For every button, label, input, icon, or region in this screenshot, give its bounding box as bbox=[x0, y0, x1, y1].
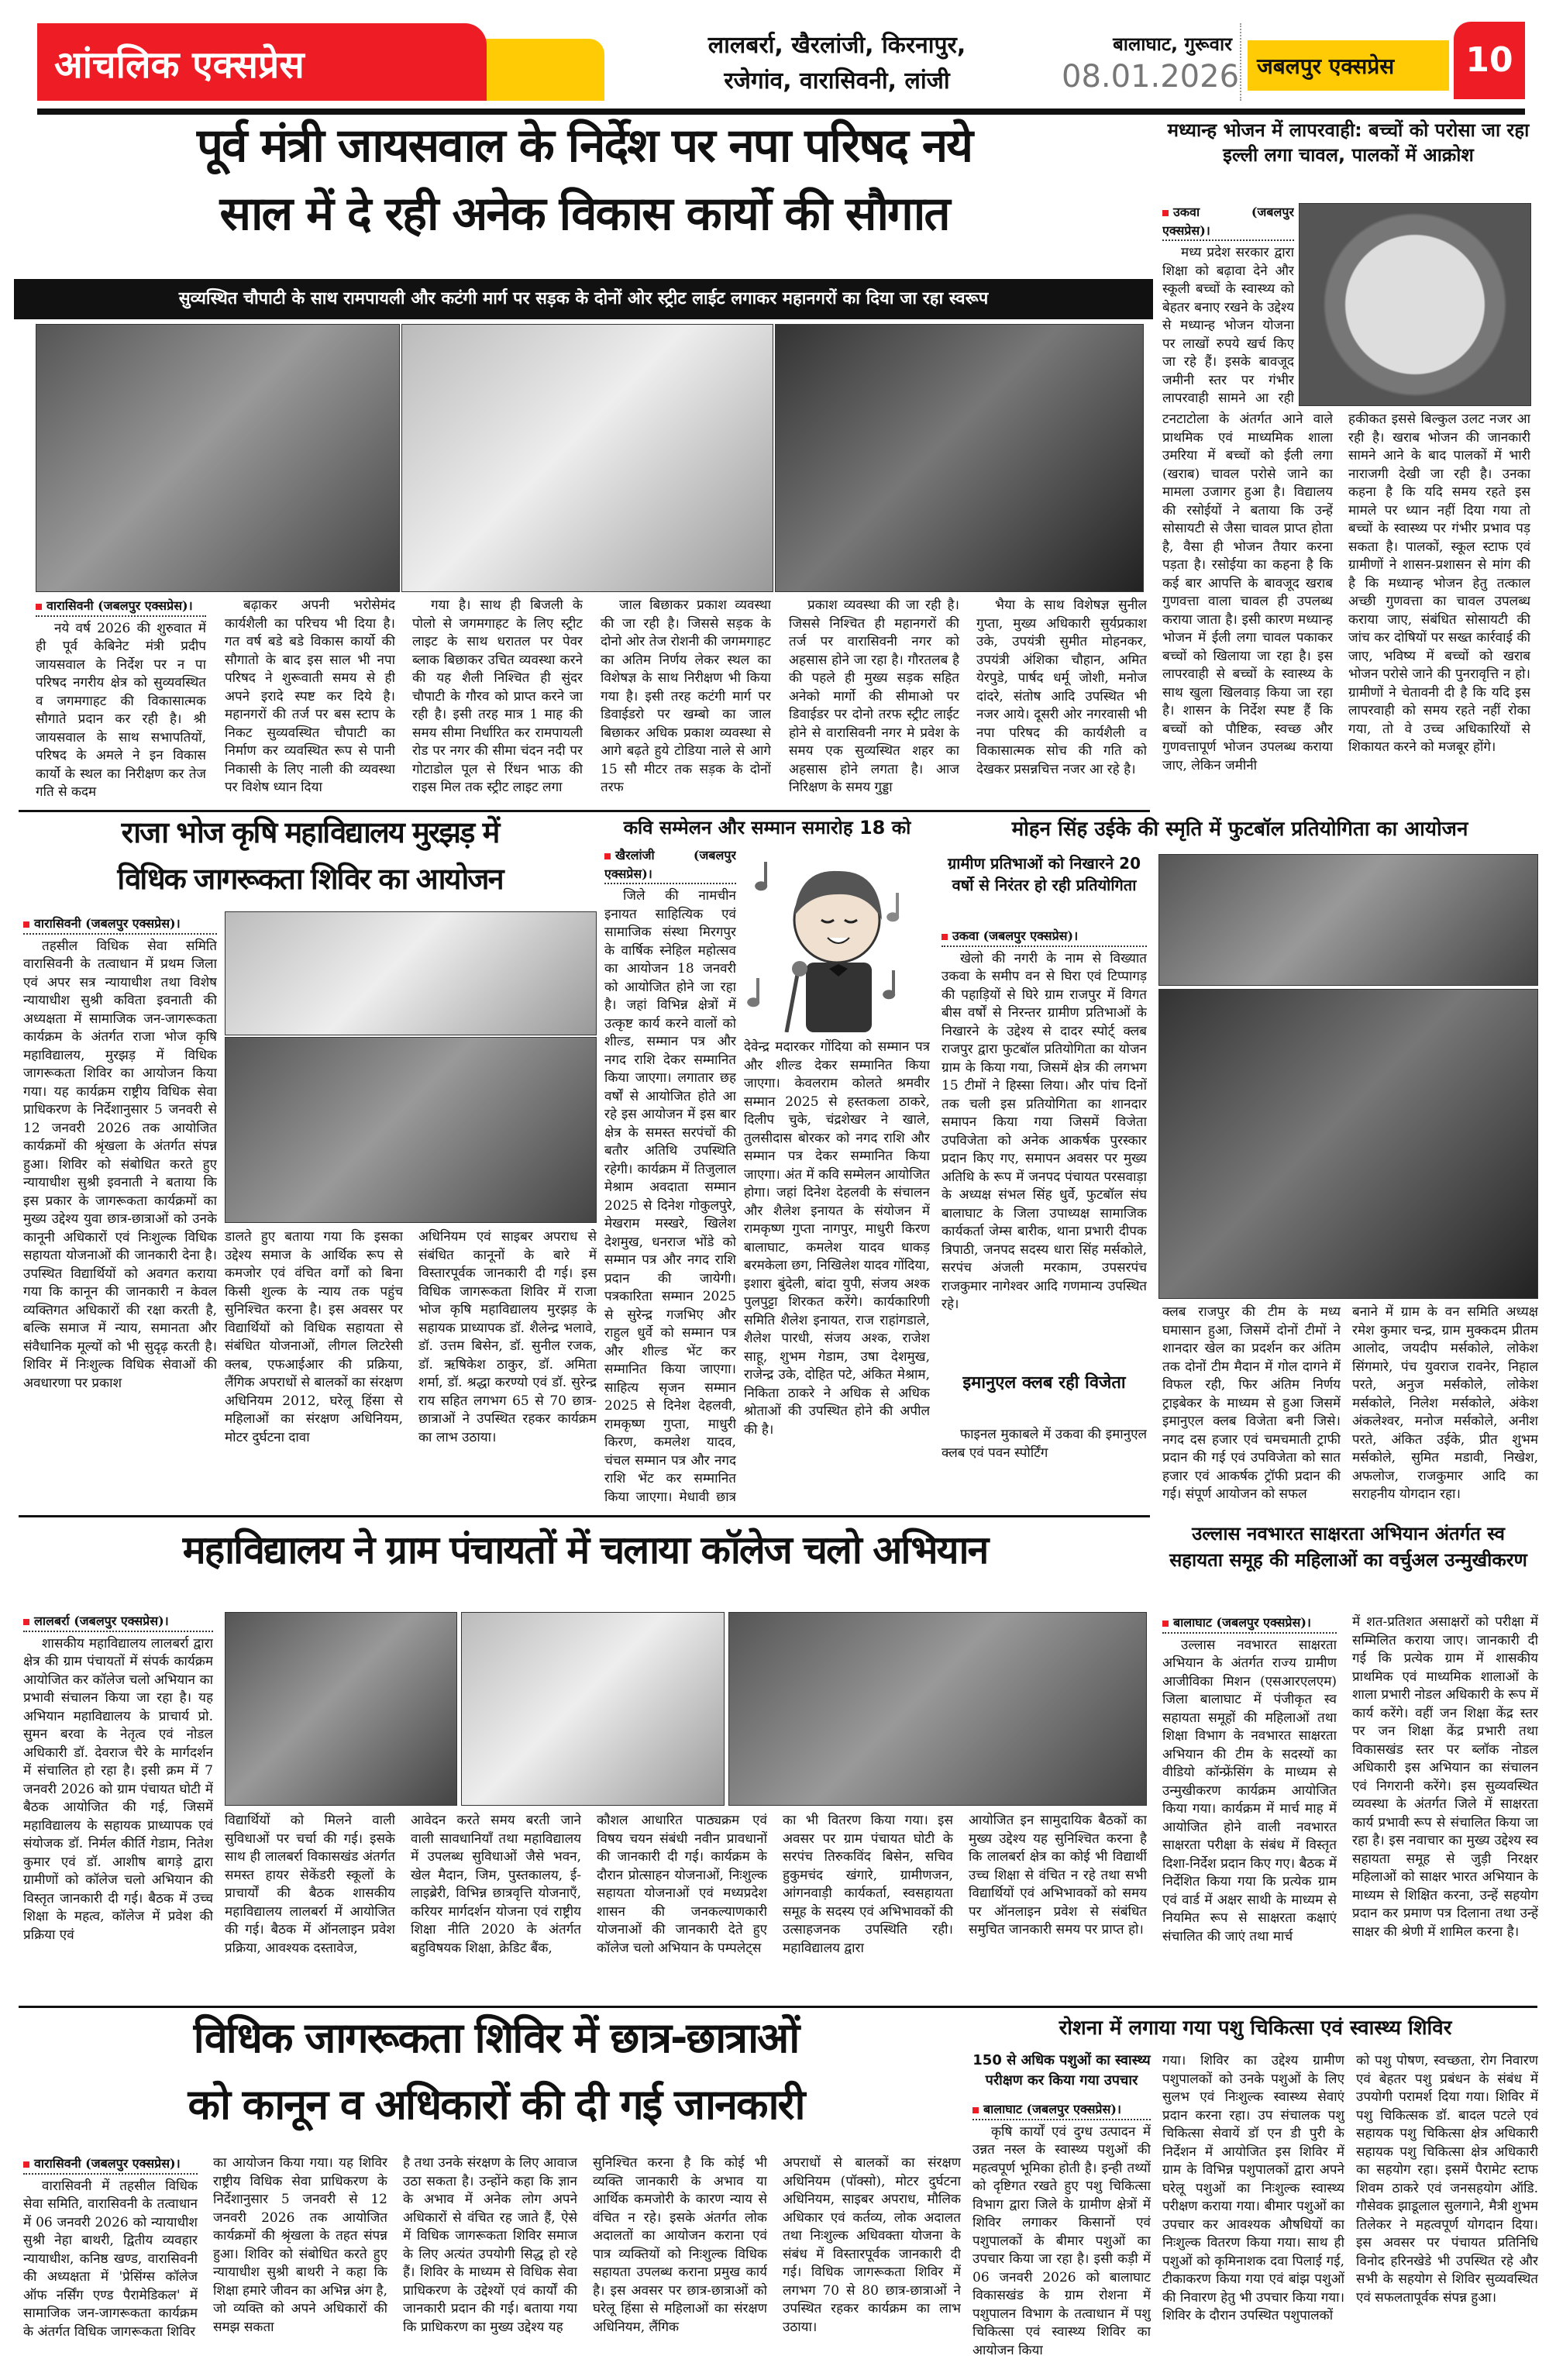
legal-text: वारासिवनी में तहसील विधिक सेवा समिति, वारासिवनी के तत्वाधान में 06 जनवरी 2026 को न्यायाधीश सुश्री नेहा बाथरी, द्वितीय व्यवहार न्यायाधीश, कनिष्ठ खण्ड, वारासिवनी की अध्यक्षता में 'प्रेसिंग्स कॉलेज ऑफ नर्सिंग एण्ड पैरामेडिकल' में सामाजिक जन-जागरूकता कार्यक्रम के अंतर्गत विधिक जागरूकता शिविर bbox=[23, 2178, 198, 2340]
lead-dateline: वारासिवनी (जबलपुर एक्सप्रेस)। bbox=[36, 597, 206, 617]
literacy-dateline: बालाघाट (जबलपुर एक्सप्रेस)। bbox=[1162, 1614, 1337, 1634]
literacy-text: में शत-प्रतिशत असाक्षरों को परीक्षा में सम्मिलित कराया जाए। जानकारी दी गई कि प्रत्येक ग्राम में शासकीय प्राथमिक एवं माध्यमिक शालाओं के शाला प्रभारी नोडल अधिकारी के रूप में कार्य करेंगे। वहीं जन शिक्षा केंद्र स्तर पर जन शिक्षा केंद्र प्रभारी तथा विकासखंड स्तर पर ब्लॉक नोडल अधिकारी इस अभियान का संचालन एवं निगरानी करेंगे। इस सुव्यवस्थित व्यवस्था के अंतर्गत जिले में साक्षरता कार्य प्रभावी रूप से संचालित किया जा रहा है। इस नवाचार का मुख्य उद्देश्य स्व सहायता समूह से जुड़ी निरक्षर महिलाओं को साक्षर भारत अभियान के माध्यम से शिक्षित करना, उन्हें सहयोग प्रदान कर प्रमाण पत्र दिलाना तथा उन्हें साक्षर की श्रेणी में शामिल करना है। bbox=[1352, 1614, 1538, 1940]
rajabhoj-dateline: वारासिवनी (जबलपुर एक्सप्रेस)। bbox=[23, 914, 217, 935]
rajabhoj-photo-1 bbox=[225, 911, 597, 1035]
masthead-rule bbox=[37, 108, 1525, 115]
college-text: शासकीय महाविद्यालय लालबर्रा द्वारा क्षेत्र की ग्राम पंचायतों में संपर्क कार्यक्रम आयोजित कर कॉलेज चलो अभियान का प्रभावी संचालन किया जा रहा है। यह अभियान महाविद्यालय के प्राचार्य प्रो. सुमन बरवा के नेतृत्व एवं नोडल अधिकारी डॉ. देवराज चैरे के मार्गदर्शन में संचालित हो रहा है। इसी क्रम में 7 जनवरी 2026 को ग्राम पंचायत घोटी में बैठक आयोजित की गई, जिसमें महाविद्यालय के सहायक प्राध्यापक एवं संयोजक डॉ. निर्मल कीर्ति गेडाम, नितेश कुमार एवं डॉ. आशीष बागड़े द्वारा ग्रामीणों को कॉलेज चलो अभियान की विस्तृत जानकारी दी गई। बैठक में उच्च शिक्षा के महत्व, कॉलेज में प्रवेश की प्रक्रिया एवं bbox=[23, 1635, 213, 1943]
edition-places bbox=[620, 28, 1054, 99]
rajabhoj-col-2 bbox=[225, 1228, 403, 1507]
legal-col-4 bbox=[593, 2154, 767, 2375]
football-photo-1 bbox=[1158, 854, 1538, 986]
lead-photo-2 bbox=[401, 324, 773, 592]
cattle-col-3 bbox=[1356, 2052, 1538, 2375]
legal-col-2 bbox=[213, 2154, 387, 2375]
section-divider bbox=[19, 1515, 1150, 1517]
lead-text: नये वर्ष 2026 की शुरुवात में ही पूर्व केबिनेट मंत्री प्रदीप जायसवाल के निर्देश पर न पा परिषद नगरीय क्षेत्र को सुव्यवस्थित व जगमगाहट की विकासात्मक सौगाते प्रदान कर रही है। श्री जायसवाल के साथ सभापतियों, परिषद के अमले ने इन विकास कार्यो के स्थल का निरीक्षण कर तेज गति से कदम bbox=[36, 620, 206, 800]
literacy-col-2 bbox=[1352, 1614, 1538, 1999]
football-text: बनाने में ग्राम के वन समिति अध्यक्ष रमेश कुमार चन्द्र, ग्राम मुक्कदम प्रीतम आलोद, जयदीप मर्सकोले, लोकेश सिंगमारे, पंच युवराज रावनेर, निहाल परते, अनुज मर्सकोले, लोकेश मर्सकोले, निलेश मर्सकोले, अंकेश अंकलेश्वर, मनोज मर्सकोले, अनीश परते, अंकित उईके, प्रीत शुभम मर्सकोले, सुमित मडावी, निखेश, अफलोज, राजकुमार आदि का सराहनीय योगदान रहा। bbox=[1352, 1304, 1538, 1502]
college-col-4 bbox=[597, 1812, 767, 1998]
college-photo-3 bbox=[728, 1612, 1147, 1806]
kavi-text: जिले की नामचीन इनायत साहित्यिक एवं सामाजिक संस्था मिरगपुर के वार्षिक स्नेहिल महोत्सव का आयोजन 18 जनवरी को आयोजित होने जा रहा है। जहां विभिन्न क्षेत्रों में उत्कृष्ट कार्य करने वालों को शील्ड, सम्मान पत्र और नगद राशि देकर सम्मानित किया जाएगा। लगातार छह वर्षों से आयोजित होते आ रहे इस आयोजन में इस बार क्षेत्र के समस्त सरपंचों की बतौर अतिथि उपस्थिति रहेगी। कार्यक्रम में तिजुलाल मेश्राम अवदाता सम्मान 2025 से दिनेश गोकुलपुरे, मेखराम मस्खरे, खिलेश देशमुख, धनराज भोंडे को सम्मान पत्र और नगद राशि प्रदान की जायेगी। पत्रकारिता सम्मान 2025 से सुरेन्द्र गजभिए और राहुल धुर्वे को सम्मान पत्र और शील्ड भेंट कर सम्मानित किया जाएगा। साहित्य सृजन सम्मान 2025 से दिनेश देहलवी, रामकृष्ण गुप्ता, माधुरी किरण, कमलेश यादव, चंचल सम्मान पत्र और नगद राशि भेंट कर सम्मानित किया जाएगा। मेधावी छात्र bbox=[604, 888, 736, 1505]
lead-col-1 bbox=[36, 597, 206, 806]
literacy-text: उल्लास नवभारत साक्षरता अभियान के अंतर्गत राज्य ग्रामीण आजीविका मिशन (एसआरएलएम) जिला बालाघाट में पंजीकृत स्व सहायता समूहों की महिलाओं तथा शिक्षा विभाग के नवभारत साक्षरता अभियान की टीम के सदस्यों का वीडियो कॉन्फ्रेंसिंग के माध्यम से उन्मुखीकरण कार्यक्रम आयोजित किया गया। कार्यक्रम में मार्च माह में आयोजित होने वाली नवभारत साक्षरता परीक्षा के संबंध में विस्तृत दिशा-निर्देश प्रदान किए गए। बैठक में निर्देशित किया गया कि प्रत्येक ग्राम एवं वार्ड में अक्षर साथी के माध्यम से नियमित रूप से साक्षरता कक्षाएं संचालित की जाएं तथा मार्च bbox=[1162, 1637, 1337, 1944]
rajabhoj-col-3 bbox=[418, 1228, 597, 1507]
college-col-3 bbox=[411, 1812, 581, 1998]
football-text: खेलो की नगरी के नाम से विख्यात उकवा के समीप वन से घिरा एवं टिप्पागड़ की पहाड़ियों से घिरे ग्राम राजपुर में विगत बीस वर्षों से निरन्तर ग्रामीण प्रतिभाओं के निखारने के उद्देश्य से दादर स्पोर्ट् क्लब राजपुर द्वारा फुटबॉल प्रतियोगिता का योजन ग्राम के किया गया, जिसमें क्षेत्र की लगभग 15 टीमों ने हिस्सा लिया। और पांच दिनों तक चली इस प्रतियोगिता का शानदार समापन किया गया जिसमें विजेता उपविजेता को अनेक आकर्षक पुरस्कार प्रदान किए गए, समापन अवसर पर मुख्य अतिथि के रूप में जनपद पंचायत परसवाड़ा के अध्यक्ष संभल सिंह धुर्वे, फुटबॉल संघ बालाघाट के जिला उपाध्यक्ष सामाजिक कार्यकर्ता जेम्स बारीक, थाना प्रभारी दीपक त्रिपाठी, जनपद सदस्य धारा सिंह मर्सकोले, सरपंच अंजली मरकाम, उपसरपंच राजकुमार नागेश्वर आदि गणमान्य उपस्थित रहे। bbox=[942, 950, 1147, 1312]
places-line-2: रजेगांव, वारासिवनी, लांजी bbox=[724, 67, 950, 95]
cattle-text: गया। शिविर का उद्देश्य ग्रामीण पशुपालकों को उनके पशुओं के लिए सुलभ एवं निःशुल्क स्वास्थ्य सेवाएं प्रदान करना रहा। उप संचालक पशु चिकित्सा सेवायें डॉ एन डी पुरी के निर्देशन में आयोजित इस शिविर में ग्राम के विभिन्न पशुपालकों द्वारा अपने घरेलू पशुओं का निःशुल्क स्वास्थ्य परीक्षण कराया गया। बीमार पशुओं का उपचार कर आवश्यक औषधियों का निःशुल्क वितरण किया गया। साथ ही पशुओं को कृमिनाशक दवा पिलाई गई, टीकाकरण किया गया एवं बांझ पशुओं की निवारण हेतु भी उपचार किया गया। शिविर के दौरान उपस्थित पशुपालकों bbox=[1162, 2053, 1344, 2323]
singer-illustration bbox=[744, 846, 930, 1032]
college-text: आयोजित इन सामुदायिक बैठकों का मुख्य उद्देश्य यह सुनिश्चित करना है कि लालबर्रा क्षेत्र का कोई भी विद्यार्थी उच्च शिक्षा से वंचित न रहे तथा सभी विद्यार्थियों एवं अभिभावकों को समय पर ऑनलाइन प्रवेश से संबंधित समुचित जानकारी समय पर प्राप्त हो। bbox=[969, 1813, 1147, 1937]
masthead-divider bbox=[1240, 23, 1241, 101]
lead-headline-1: पूर्व मंत्री जायसवाल के निर्देश पर नपा परिषद नये bbox=[196, 119, 972, 173]
lead-text: प्रकाश व्यवस्था की जा रही है। जिससे निश्चित ही महानगरों की तर्ज पर वारासिवनी नगर को अहसास होने जा रहा है। गौरतलब है की पहले ही मुख्य सड़क सहित अनेको मार्गो की सीमाओ पर डिवाईडर पर दोनो तरफ स्ट्रीट लाईट होने से वारासिवनी नगर मे प्रवेश के समय एक सुव्यस्थित शहर का अहसास होने लगता है। आज निरिक्षण के समय गुड्डा bbox=[789, 598, 959, 795]
college-col-2 bbox=[225, 1812, 395, 1998]
rice-bowl-photo bbox=[1299, 203, 1531, 406]
legal-col-1 bbox=[23, 2154, 198, 2375]
cattle-headline: रोशना में लगाया गया पशु चिकित्सा एवं स्वास्थ्य शिविर bbox=[1059, 2017, 1452, 2040]
section-divider bbox=[19, 2006, 1537, 2008]
college-col-1 bbox=[23, 1612, 213, 1999]
football-photo-2 bbox=[1158, 989, 1538, 1299]
college-text: विद्यार्थियों को मिलने वाली सुविधाओं पर चर्चा की गई। इसके साथ ही लालबर्रा विकासखंड अंतर्गत समस्त हायर सेकेंडरी स्कूलों के प्राचार्यों की बैठक शासकीय महाविद्यालय लालबर्रा में आयोजित की गई। बैठक में ऑनलाइन प्रवेश प्रक्रिया, आवश्यक दस्तावेज, bbox=[225, 1813, 395, 1956]
midday-dateline: उकवा (जबलपुर एक्सप्रेस)। bbox=[1162, 203, 1294, 241]
singer-icon bbox=[744, 846, 930, 1032]
lead-col-3 bbox=[412, 597, 583, 806]
literacy-col-1 bbox=[1162, 1614, 1337, 1999]
college-text: कौशल आधारित पाठ्यक्रम एवं विषय चयन संबंधी नवीन प्रावधानों की जानकारी दी गई। कार्यक्रम के दौरान प्रोत्साहन योजनाओं, निःशुल्क सहायता योजनाओं एवं मध्यप्रदेश शासन की जनकल्याणकारी योजनाओं की जानकारी देते हुए कॉलेज चलो अभियान के पम्पलेट्स bbox=[597, 1813, 767, 1956]
midday-text: हकीकत इससे बिल्कुल उलट नजर आ रही है। खराब भोजन की जानकारी सामने आने के बाद पालकों में भारी नाराजगी देखी जा रही है। उनका कहना है कि यदि समय रहते इस मामले पर ध्यान नहीं दिया गया तो बच्चों के स्वास्थ्य पर गंभीर प्रभाव पड़ सकता है। पालकों, स्कूल स्टाफ एवं ग्रामीणों ने शासन-प्रशासन से मांग की है कि मध्यान्ह भोजन हेतु तत्काल अच्छी गुणवत्ता का चावल उपलब्ध कराया जाए, संबंधित सोसायटी की जांच कर दोषियों पर सख्त कार्रवाई की जाए, भविष्य में बच्चों को खराब भोजन परोसे जाने की पुनरावृत्ति न हो। ग्रामीणों ने चेतावनी दी है कि यदि इस लापरवाही को समय रहते नहीं रोका गया, तो वे उच्च अधिकारियों से शिकायत करने को मजबूर होंगे। bbox=[1348, 412, 1530, 755]
college-col-5 bbox=[783, 1812, 953, 1998]
rajabhoj-text: तहसील विधिक सेवा समिति वारासिवनी के तत्वाधान में प्रथम जिला एवं अपर सत्र न्यायाधीश तथा विशेष न्यायाधीश सुश्री कविता इवनाती की अध्यक्षता में सामाजिक जन-जागरूकता कार्यक्रम के अंतर्गत राजा भोज कृषि महाविद्यालय, मुरझड़ में विधिक जागरूकता शिविर का आयोजन किया गया। यह कार्यक्रम राष्ट्रीय विधिक सेवा प्राधिकरण के निर्देशानुसार 5 जनवरी से 12 जनवरी 2026 तक आयोजित कार्यक्रमों की श्रृंखला के अंतर्गत संपन्न हुआ। शिविर को संबोधित करते हुए न्यायाधीश सुश्री इवनाती ने बताया कि इस प्रकार के जागरूकता कार्यक्रमों का मुख्य उद्देश्य युवा छात्र-छात्राओं को उनके कानूनी अधिकारों एवं निःशुल्क विधिक सहायता योजनाओं की जानकारी देना है। उपस्थित विद्यार्थियों को अवगत कराया गया कि कानून की जानकारी न केवल व्यक्तिगत अधिकारों की रक्षा करती है, बल्कि समाज में न्याय, समानता और संवैधानिक मूल्यों को भी सुदृढ़ करती है। शिविर में निःशुल्क विधिक सेवाओं की अवधारणा पर प्रकाश bbox=[23, 938, 217, 1391]
college-photo-1 bbox=[225, 1612, 457, 1806]
football-col-2 bbox=[1162, 1304, 1341, 1509]
football-box-head: इमानुएल क्लब रही विजेता bbox=[962, 1373, 1126, 1393]
legal-text: सुनिश्चित करना है कि कोई भी व्यक्ति जानकारी के अभाव या आर्थिक कमजोरी के कारण न्याय से वंचित न रहे। इसके अंतर्गत लोक अदालतों का आयोजन कराना एवं पात्र व्यक्तियों को निःशुल्क विधिक सहायता उपलब्ध कराना प्रमुख कार्य है। इस अवसर पर छात्र-छात्राओं को घरेलू हिंसा से महिलाओं का संरक्षण अधिनियम, लैंगिक bbox=[593, 2155, 767, 2335]
page-number: 10 bbox=[1454, 22, 1525, 99]
football-subhead: ग्रामीण प्रतिभाओं को निखारने 20 वर्षो से निरंतर हो रही प्रतियोगिता bbox=[947, 854, 1141, 894]
midday-intro bbox=[1162, 203, 1294, 406]
cattle-subhead: 150 से अधिक पशुओं का स्वास्थ्य परीक्षण कर किया गया उपचार bbox=[972, 2052, 1151, 2089]
kavi-dateline: खैरलांजी (जबलपुर एक्सप्रेस)। bbox=[604, 846, 736, 884]
football-col-1 bbox=[942, 927, 1147, 1365]
places-line-1: लालबर्रा, खैरलांजी, किरनापुर, bbox=[707, 32, 966, 59]
legal-dateline: वारासिवनी (जबलपुर एक्सप्रेस)। bbox=[23, 2154, 198, 2175]
kavi-text: देवेन्द्र मदारकर गोंदिया को सम्मान पत्र और शील्ड देकर सम्मानित किया जाएगा। केवलराम कोलते श्रमवीर सम्मान 2025 से हस्तकला ठाकरे, दिलीप चुके, चंद्रशेखर ने खाले, तुलसीदास बोरकर को नगद राशि और सम्मान पत्र देकर सम्मानित किया जाएगा। अंत में कवि सम्मेलन आयोजित होगा। जहां दिनेश देहलवी के संचालन और शैलेश इनायत के संयोजन में रामकृष्ण गुप्ता नागपुर, माधुरी किरण बालाघाट, कमलेश यादव धाकड़ बरमकेला छग, निखिलेश यादव गोंदिया, इशारा बुंदेली, बांदा युपी, संजय अश्क पुलपुट्टा शिरकत करेंगे। कार्यकारिणी समिति शैलेश इनायत, राज राहांगडाले, शैलेश पारधी, संजय अश्क, राजेश साहू, शुभम गेडाम, उषा देशमुख, राजेन्द्र उके, दोहित पटे, अंकित मेश्राम, निकिता ठाकरे ने अधिक से अधिक श्रोताओं की उपस्थित होने की अपील की है। bbox=[744, 1039, 930, 1438]
midday-text: टनटाटोला के अंतर्गत आने वाले प्राथमिक एवं माध्यमिक शाला उमरिया में बच्चों को ईली लगा (खराब) चावल परोसे जाने का मामला उजागर हुआ है। विद्यालय की रसोईयों ने बताया कि उन्हें सोसायटी से जैसा चावल प्राप्त होता है, वैसा ही भोजन तैयार करना पड़ता है। रसोईया का कहना है कि कई बार आपत्ति के बावजूद खराब गुणवत्ता वाला चावल ही उपलब्ध कराया जाता है। इसी कारण मध्यान्ह भोजन में ईली लगा चावल पकाकर बच्चों को खिलाया जा रहा है। इस लापरवाही से बच्चों के स्वास्थ्य के साथ खुला खिलवाड़ किया जा रहा है। शासन के निर्देश स्पष्ट हैं कि बच्चों को पौष्टिक, स्वच्छ और गुणवत्तापूर्ण भोजन उपलब्ध कराया जाए, लेकिन जमीनी bbox=[1162, 412, 1333, 773]
cattle-col-1 bbox=[972, 2100, 1151, 2375]
lead-text: भैया के साथ विशेषज्ञ सुनील गुप्ता, मुख्य अधिकारी सुर्यप्रकाश उके, उपयंत्री सुमीत मोहनकर, उपयंत्री अंशिका चौहान, अमित येरपुडे, पार्षद धर्मू जोशी, मनोज दांदरे, संतोष आदि उपस्थित भी नजर आये। दूसरी ओर नगरवासी भी नपा परिषद की कार्यशैली व विकासात्मक सोच की गति को देखकर प्रसन्नचित्त नजर आ रहे है। bbox=[976, 598, 1147, 777]
section-title: आंचलिक एक्सप्रेस bbox=[54, 43, 305, 87]
legal-text: है तथा उनके संरक्षण के लिए आवाज उठा सकता है। उन्होंने कहा कि ज्ञान के अभाव में अनेक लोग अपने अधिकारों से वंचित रह जाते हैं, ऐसे में विधिक जागरूकता शिविर समाज के लिए अत्यंत उपयोगी सिद्ध हो रहे हैं। शिविर के माध्यम से विधिक सेवा प्राधिकरण के उद्देश्यों एवं कार्यों की जानकारी प्रदान की गई। बताया गया कि प्राधिकरण का मुख्य उद्देश्य यह bbox=[403, 2155, 577, 2335]
literacy-headline: उल्लास नवभारत साक्षरता अभियान अंतर्गत स्व सहायता समूह की महिलाओं का वर्चुअल उन्मुखीकरण bbox=[1169, 1523, 1527, 1571]
college-dateline: लालबर्रा (जबलपुर एक्सप्रेस)। bbox=[23, 1612, 213, 1632]
lead-col-5 bbox=[789, 597, 959, 806]
kavi-headline: कवि सम्मेलन और सम्मान समारोह 18 को bbox=[623, 817, 911, 839]
football-col-1b bbox=[942, 1426, 1147, 1503]
issue-date: 08.01.2026 bbox=[1062, 59, 1240, 95]
legal-text: अपराधों से बालकों का संरक्षण अधिनियम (पॉक्सो), मोटर दुर्घटना अधिनियम, साइबर अपराध, मौलिक अधिकार एवं कर्तव्य, लोक अदालत तथा निःशुल्क अधिवक्ता योजना के संबंध में विस्तारपूर्वक जानकारी दी गई। विधिक जागरूकता शिविर में लगभग 70 से 80 छात्र-छात्राओं ने उपस्थित रहकर कार्यक्रम का लाभ उठाया। bbox=[783, 2155, 961, 2335]
cattle-dateline: बालाघाट (जबलपुर एक्सप्रेस)। bbox=[972, 2100, 1151, 2120]
football-dateline: उकवा (जबलपुर एक्सप्रेस)। bbox=[942, 927, 1147, 947]
college-text: का भी वितरण किया गया। इस अवसर पर ग्राम पंचायत घोटी के सरपंच तिरुकविंद बिसेन, सचिव हुकुमचंद खंगारे, ग्रामीणजन, आंगनवाड़ी कार्यकर्ता, स्वसहायता समूह के सदस्य एवं अभिभावकों की उत्साहजनक उपस्थिति रही। महाविद्यालय द्वारा bbox=[783, 1813, 953, 1956]
kavi-col-2 bbox=[744, 1038, 930, 1507]
lead-col-4 bbox=[601, 597, 771, 806]
midday-col-2 bbox=[1348, 411, 1530, 802]
midday-col-1 bbox=[1162, 411, 1333, 802]
cattle-text: कृषि कार्यों एवं दुग्ध उत्पादन में उन्नत नस्ल के स्वास्थ्य पशुओं की महत्वपूर्ण भूमिका होती है। इन्ही तथ्यों को दृष्टिगत रखते हुए पशु चिकित्सा विभाग द्वारा जिले के ग्रामीण क्षेत्रों में शिविर लगाकर किसानों एवं पशुपालकों के बीमार पशुओं का उपचार किया जा रहा है। इसी कड़ी में 06 जनवरी 2026 को बालाघाट विकासखंड के ग्राम रोशना में पशुपालन विभाग के तत्वाधान में पशु चिकित्सा एवं स्वास्थ्य शिविर का आयोजन किया bbox=[972, 2123, 1151, 2358]
football-col-3 bbox=[1352, 1304, 1538, 1509]
city-day: बालाघाट, गुरूवार bbox=[1113, 33, 1232, 55]
lead-text: गया है। साथ ही बिजली के पोलो से जगमगाहट के लिए स्ट्रीट लाइट के साथ धरातल पर पेवर ब्लाक बिछाकर उचित व्यवस्था करने की यह शैली निश्चित ही सुंदर चौपाटी के गौरव को प्राप्त करने जा रही है। इसी तरह मात्र 1 माह की समय सीमा निर्धारित कर रामपायली रोड पर नगर की सीमा चंदन नदी पर गोटाडोल पूल से रिंधन भाऊ की राइस मिल तक स्ट्रीट लाइट लगा bbox=[412, 598, 583, 795]
lead-photo-3 bbox=[775, 324, 1144, 592]
midday-text: मध्य प्रदेश सरकार द्वारा शिक्षा को बढ़ावा देने और स्कूली बच्चों के स्वास्थ्य को बेहतर बनाए रखने के उद्देश्य से मध्यान्ह भोजन योजना पर लाखों रुपये खर्च किए जा रहे हैं। इसके बावजूद जमीनी स्तर पर गंभीर लापरवाही सामने आ रही bbox=[1162, 245, 1294, 406]
lead-deck: सुव्यस्थित चौपाटी के साथ रामपायली और कटंगी मार्ग पर सड़क के दोनों ओर स्ट्रीट लाईट लगाकर महानगरों का दिया जा रहा स्वरूप bbox=[14, 279, 1153, 319]
rajabhoj-photo-2 bbox=[225, 1037, 597, 1223]
section-divider bbox=[19, 810, 1150, 812]
legal-col-5 bbox=[783, 2154, 961, 2375]
rajabhoj-headline-2: विधिक जागरूकता शिविर का आयोजन bbox=[117, 862, 503, 896]
legal-headline-1: विधिक जागरूकता शिविर में छात्र-छात्राओं bbox=[193, 2013, 799, 2062]
rajabhoj-col-1 bbox=[23, 914, 217, 1507]
rajabhoj-text: डालते हुए बताया गया कि इसका उद्देश्य समाज के आर्थिक रूप से कमजोर एवं वंचित वर्गों को बिना किसी शुल्क के न्याय तक पहुंच सुनिश्चित करना है। इस अवसर पर विद्यार्थियों को विधिक सहायता से संबंधित योजनाओं, लीगल लिटरेसी क्लब, एफआईआर की प्रक्रिया, लैंगिक अपराधों से बालकों का संरक्षण अधिनियम 2012, घरेलू हिंसा से महिलाओं का संरक्षण अधिनियम, मोटर दुर्घटना दावा bbox=[225, 1229, 403, 1445]
lead-col-6 bbox=[976, 597, 1147, 806]
cattle-col-2 bbox=[1162, 2052, 1344, 2375]
paper-name-box bbox=[1248, 40, 1449, 91]
lead-headline-2: साल में दे रही अनेक विकास कार्यो की सौगात bbox=[219, 187, 949, 241]
lead-col-2 bbox=[225, 597, 395, 806]
legal-text: का आयोजन किया गया। यह शिविर राष्ट्रीय विधिक सेवा प्राधिकरण के निर्देशानुसार 5 जनवरी से 12 जनवरी 2026 तक आयोजित कार्यक्रमों की श्रृंखला के तहत संपन्न हुआ। शिविर को संबोधित करते हुए न्यायाधीश सुश्री बाथरी ने कहा कि शिक्षा हमारे जीवन का अभिन्न अंग है, जो व्यक्ति को अपने अधिकारों की समझ सकता bbox=[213, 2155, 387, 2335]
lead-text: बढ़ाकर अपनी भरोसेमंद कार्यशैली का परिचय भी दिया है। गत वर्ष बडे बडे विकास कार्यो की सौगातो के बाद इस साल भी नपा परिषद ने शुरूवाती समय से ही अपने इरादे स्पष्ट कर दिये है। महानगरों की तर्ज पर बस स्टाप के निकट सुव्यवस्थित चौपाटी का निर्माण कर व्यवस्थित रूप से पानी निकासी के लिए नाली की व्यवस्था पर विशेष ध्यान दिया bbox=[225, 598, 395, 795]
legal-col-3 bbox=[403, 2154, 577, 2375]
football-text: क्लब राजपुर की टीम के मध्य घमासान हुआ, जिसमें दोनों टीमों ने शानदार खेल का प्रदर्शन कर अंतिम तक दोनों टीम मैदान में गोल दागने में विफल रही, फिर अंतिम निर्णय ट्राइबेकर के माध्यम से हुआ जिसमें इमानुएल क्लब विजेता बनी जिसे। नगद दस हजार एवं चमचमाती ट्राफी प्रदान की गई एवं उपविजेता को सात हजार एवं आकर्षक ट्रॉफी प्रदान की गई। संपूर्ण आयोजन को सफल bbox=[1162, 1304, 1341, 1502]
lead-photo-1 bbox=[36, 324, 400, 592]
cattle-text: को पशु पोषण, स्वच्छता, रोग निवारण एवं बेहतर पशु प्रबंधन के संबंध में उपयोगी परामर्श दिया गया। शिविर में पशु चिकित्सक डॉ. बादल पटले एवं सहायक पशु चिकित्सा क्षेत्र अधिकारी सहायक पशु चिकित्सा क्षेत्र अधिकारी का सहयोग रहा। इसमें पैरामेट स्टाफ शिवम ठाकरे एवं जनसहयोग ऑडि. गौसेवक झाडूलाल सुलगाने, मैत्री शुभम तिलेकर ने महत्वपूर्ण योगदान दिया। इस अवसर पर पंचायत प्रतिनिधि विनोद हरिनखेडे भी उपस्थित रहे और सभी के सहयोग से शिविर सुव्यवस्थित एवं सफलतापूर्वक संपन्न हुआ। bbox=[1356, 2053, 1538, 2306]
college-headline: महाविद्यालय ने ग्राम पंचायतों में चलाया कॉलेज चलो अभियान bbox=[182, 1528, 988, 1572]
legal-headline-2: को कानून व अधिकारों की दी गई जानकारी bbox=[188, 2080, 804, 2129]
college-photo-2 bbox=[461, 1612, 725, 1806]
college-col-6 bbox=[969, 1812, 1147, 1998]
rajabhoj-text: अधिनियम एवं साइबर अपराध से संबंधित कानूनों के बारे में विस्तारपूर्वक जानकारी दी गई। इस विधिक जागरूकता शिविर में राजा भोज कृषि महाविद्यालय मुरझड़ के सहायक प्राध्यापक डॉ. शैलेन्द्र भलावे, डॉ. उत्तम बिसेन, डॉ. सुनील रजक, डॉ. ऋषिकेश ठाकुर, डॉ. अमिता शर्मा, डॉ. श्रद्धा करण्यो एवं डॉ. सुरेन्द्र राय सहित लगभग 65 से 70 छात्र-छात्राओं ने उपस्थित रहकर कार्यक्रम का लाभ उठाया। bbox=[418, 1229, 597, 1445]
midday-headline: मध्यान्ह भोजन में लापरवाही: बच्चों को परोसा जा रहा इल्ली लगा चावल, पालकों में आक्रोश bbox=[1167, 119, 1530, 166]
kavi-col-1 bbox=[604, 846, 736, 1507]
football-text: फाइनल मुकाबले में उकवा की इमानुएल क्लब एवं पवन स्पोर्टिंग bbox=[942, 1427, 1147, 1461]
lead-text: जाल बिछाकर प्रकाश व्यवस्था की जा रही है। जिससे सड़क के दोनो ओर तेज रोशनी की जगमगाहट का अतिम निर्णय लेकर स्थल का विशेषज्ञ के साथ निरीक्षण भी किया गया है। इसी तरह कटंगी मार्ग पर डिवाईडरो पर खम्बो का जाल बिछाकर अधिक प्रकाश व्यवस्था से आगे बढ़ते हुये टोडिया नाले से आगे 15 सौ मीटर तक सड़क के दोनों तरफ bbox=[601, 598, 771, 795]
paper-name: जबलपुर एक्सप्रेस bbox=[1257, 53, 1395, 79]
college-text: आवेदन करते समय बरती जाने वाली सावधानियाँ तथा महाविद्यालय में उपलब्ध सुविधाओं जैसे भवन, खेल मैदान, जिम, पुस्तकालय, ई-लाइब्रेरी, विभिन्न छात्रवृत्ति योजनाएँ, करियर मार्गदर्शन योजना एवं राष्ट्रीय शिक्षा नीति 2020 के अंतर्गत बहुविषयक शिक्षा, क्रेडिट बैंक, bbox=[411, 1813, 581, 1956]
football-headline: मोहन सिंह उईके की स्मृति में फुटबॉल प्रतियोगिता का आयोजन bbox=[1011, 818, 1468, 841]
rajabhoj-headline-1: राजा भोज कृषि महाविद्यालय मुरझड़ में bbox=[121, 815, 499, 849]
